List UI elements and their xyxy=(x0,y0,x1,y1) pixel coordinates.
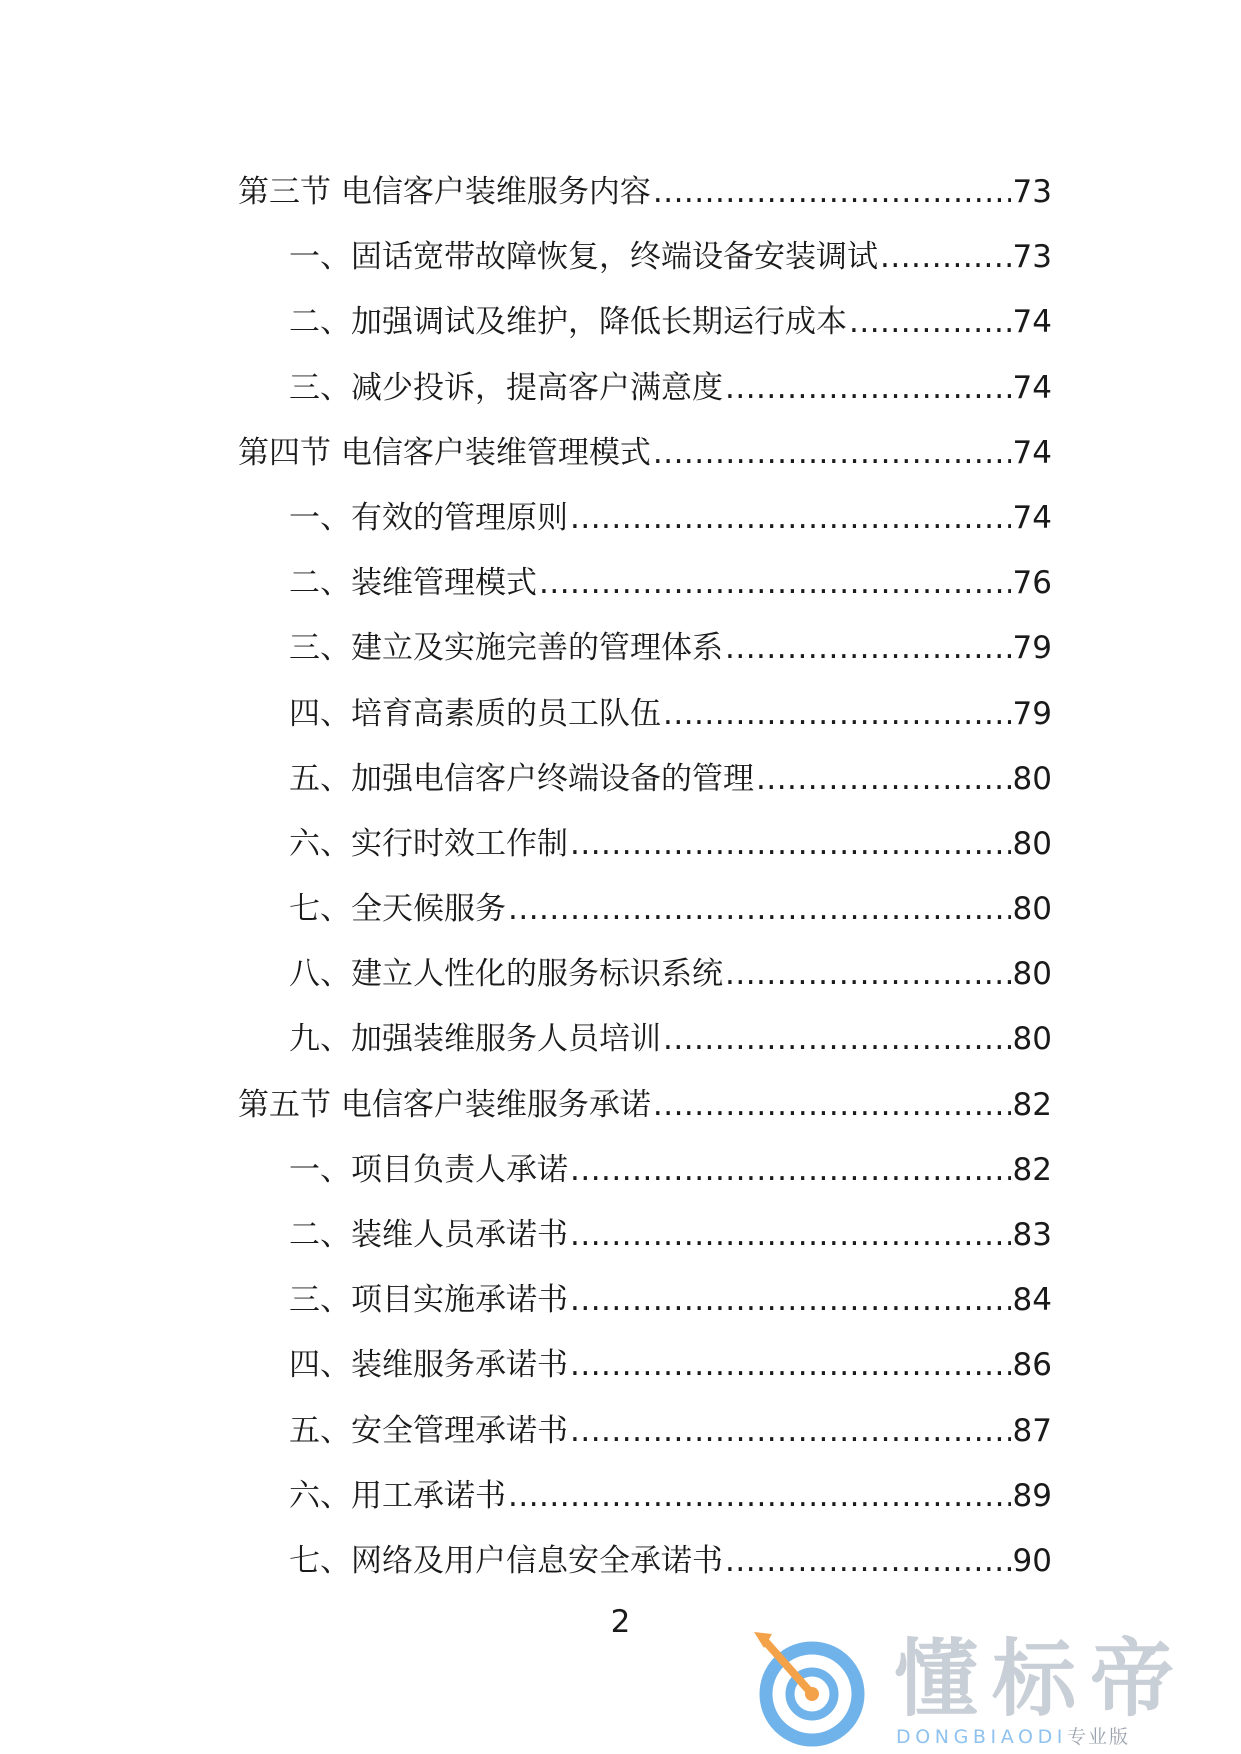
toc-entry[interactable] xyxy=(238,160,1052,225)
toc-entry[interactable] xyxy=(238,1333,1052,1398)
toc-entry[interactable] xyxy=(238,356,1052,421)
toc-entry[interactable] xyxy=(238,290,1052,355)
watermark-subtitle xyxy=(896,1726,1130,1748)
toc-entry-label: 二、装维管理模式 xyxy=(289,565,537,602)
target-dart-icon xyxy=(744,1628,884,1750)
toc-entry[interactable] xyxy=(238,1138,1052,1203)
toc-dot-leader xyxy=(570,486,1011,551)
toc-entry-page: 73 xyxy=(1012,239,1052,276)
toc-dot-leader xyxy=(756,747,1011,812)
toc-entry[interactable] xyxy=(238,1464,1052,1529)
table-of-contents xyxy=(238,160,1052,1594)
toc-entry[interactable] xyxy=(238,1529,1052,1594)
toc-entry-page: 79 xyxy=(1012,630,1052,667)
toc-entry[interactable] xyxy=(238,486,1052,551)
toc-entry-page: 74 xyxy=(1012,434,1052,471)
toc-entry-page: 74 xyxy=(1012,369,1052,406)
toc-dot-leader xyxy=(725,942,1011,1007)
toc-entry-page: 79 xyxy=(1012,695,1052,732)
toc-entry-label: 三、项目实施承诺书 xyxy=(289,1282,568,1319)
toc-dot-leader xyxy=(653,160,1011,225)
toc-entry[interactable] xyxy=(238,877,1052,942)
toc-entry-label: 五、加强电信客户终端设备的管理 xyxy=(289,760,754,797)
toc-dot-leader xyxy=(663,1007,1011,1072)
toc-entry-page: 80 xyxy=(1012,891,1052,928)
toc-entry[interactable] xyxy=(238,551,1052,616)
toc-entry-label: 四、培育高素质的员工队伍 xyxy=(289,695,661,732)
toc-entry[interactable] xyxy=(238,682,1052,747)
toc-entry-page: 80 xyxy=(1012,825,1052,862)
toc-entry-page: 82 xyxy=(1012,1151,1052,1188)
page-number: 2 xyxy=(610,1604,631,1640)
toc-dot-leader xyxy=(653,1073,1011,1138)
toc-entry-label: 一、固话宽带故障恢复，终端设备安装调试 xyxy=(289,239,878,276)
toc-dot-leader xyxy=(570,1333,1011,1398)
toc-entry[interactable] xyxy=(238,225,1052,290)
toc-dot-leader xyxy=(880,225,1011,290)
toc-entry[interactable] xyxy=(238,812,1052,877)
toc-dot-leader xyxy=(570,1399,1011,1464)
toc-entry-page: 83 xyxy=(1012,1217,1052,1253)
toc-entry-page: 74 xyxy=(1012,499,1052,536)
toc-entry-page: 74 xyxy=(1012,304,1052,341)
toc-entry-label: 第四节 电信客户装维管理模式 xyxy=(238,434,651,471)
toc-entry-label: 四、装维服务承诺书 xyxy=(289,1347,568,1384)
toc-entry-label: 三、建立及实施完善的管理体系 xyxy=(289,630,723,667)
toc-entry-label: 一、有效的管理原则 xyxy=(289,499,568,536)
toc-dot-leader xyxy=(849,290,1011,355)
toc-entry-page: 80 xyxy=(1012,760,1052,797)
toc-dot-leader xyxy=(508,1464,1011,1529)
toc-entry-page: 87 xyxy=(1012,1412,1052,1449)
toc-dot-leader xyxy=(570,812,1011,877)
toc-entry-label: 第三节 电信客户装维服务内容 xyxy=(238,174,651,210)
toc-dot-leader xyxy=(570,1138,1011,1203)
toc-entry[interactable] xyxy=(238,616,1052,681)
toc-dot-leader xyxy=(663,682,1011,747)
toc-entry-label: 八、建立人性化的服务标识系统 xyxy=(289,956,723,993)
toc-dot-leader xyxy=(508,877,1011,942)
watermark-romanized: DONGBIAODI xyxy=(896,1726,1068,1748)
toc-entry-label: 三、减少投诉，提高客户满意度 xyxy=(289,369,723,406)
toc-entry-page: 76 xyxy=(1012,565,1052,602)
toc-entry-label: 二、加强调试及维护，降低长期运行成本 xyxy=(289,304,847,341)
toc-entry-label: 九、加强装维服务人员培训 xyxy=(289,1021,661,1058)
toc-entry-label: 一、项目负责人承诺 xyxy=(289,1151,568,1188)
toc-entry[interactable] xyxy=(238,1399,1052,1464)
toc-entry[interactable] xyxy=(238,942,1052,1007)
toc-entry[interactable] xyxy=(238,1007,1052,1072)
toc-dot-leader xyxy=(725,1529,1011,1594)
toc-entry-page: 90 xyxy=(1012,1542,1052,1579)
toc-entry-page: 82 xyxy=(1012,1086,1052,1123)
toc-entry-label: 第五节 电信客户装维服务承诺 xyxy=(238,1086,651,1123)
toc-entry-label: 六、实行时效工作制 xyxy=(289,825,568,862)
toc-entry-label: 二、装维人员承诺书 xyxy=(289,1217,568,1253)
toc-entry-page: 84 xyxy=(1012,1282,1052,1319)
watermark xyxy=(744,1628,1214,1750)
toc-dot-leader xyxy=(570,1203,1011,1268)
toc-entry-label: 七、全天候服务 xyxy=(289,891,506,928)
toc-entry-page: 73 xyxy=(1012,174,1052,210)
toc-entry-page: 89 xyxy=(1012,1477,1052,1514)
toc-entry-label: 五、安全管理承诺书 xyxy=(289,1412,568,1449)
toc-entry[interactable] xyxy=(238,1073,1052,1138)
toc-dot-leader xyxy=(653,421,1011,486)
toc-entry-page: 86 xyxy=(1012,1347,1052,1384)
toc-dot-leader xyxy=(725,356,1011,421)
toc-entry[interactable] xyxy=(238,1203,1052,1268)
toc-entry[interactable] xyxy=(238,747,1052,812)
toc-entry-page: 80 xyxy=(1012,1021,1052,1058)
toc-dot-leader xyxy=(725,616,1011,681)
toc-entry[interactable] xyxy=(238,421,1052,486)
watermark-edition: 专业版 xyxy=(1067,1726,1131,1748)
watermark-brand: 懂标帝 xyxy=(894,1630,1189,1728)
toc-entry-label: 七、网络及用户信息安全承诺书 xyxy=(289,1542,723,1579)
toc-entry-page: 80 xyxy=(1012,956,1052,993)
toc-dot-leader xyxy=(570,1268,1011,1333)
toc-entry-label: 六、用工承诺书 xyxy=(289,1477,506,1514)
toc-dot-leader xyxy=(539,551,1011,616)
toc-entry[interactable] xyxy=(238,1268,1052,1333)
